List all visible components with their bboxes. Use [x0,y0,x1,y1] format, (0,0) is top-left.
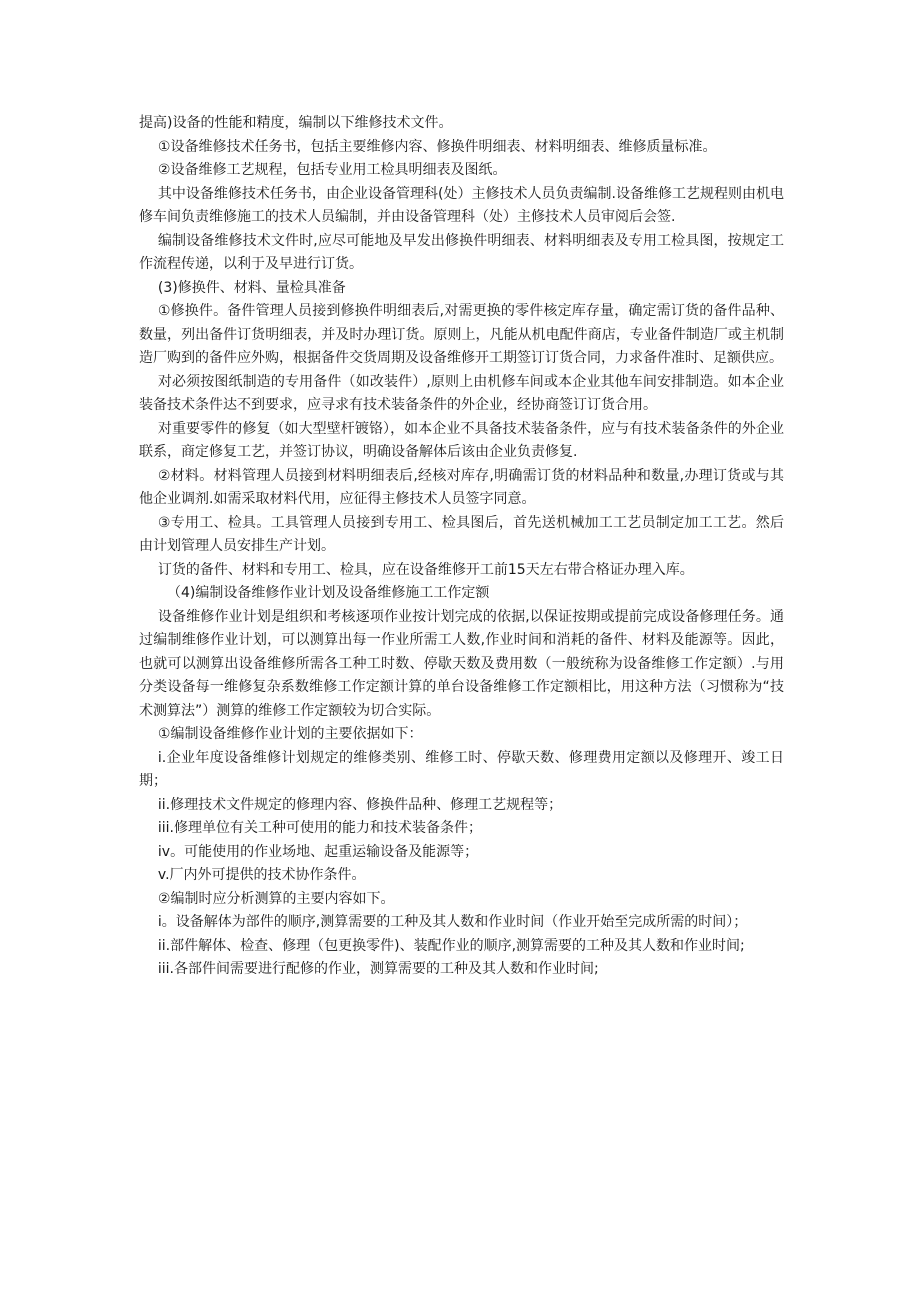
list-item: i。设备解体为部件的顺序,测算需要的工种及其人数和作业时间（作业开始至完成所需的时间）； [157,914,748,930]
section-heading: (3)修换件、材料、量检具准备 [157,279,346,296]
list-item: iii.修理单位有关工种可使用的能力和技术装备条件； [157,820,483,836]
paragraph: ①设备维修技术任务书，包括主要维修内容、修换件明细表、材料明细表、维修质量标准。 [157,138,717,155]
paragraph: 对必须按图纸制造的专用备件（如改装件）,原则上由机修车间或本企业其他车间安排制造。如本企业装备技术条件达不到要求，应寻求有技术装备条件的外企业，经协商签订订货合用。 [139,373,784,413]
paragraph: ①编制设备维修作业计划的主要依据如下： [157,726,423,742]
list-item: ii.修理技术文件规定的修理内容、修换件品种、修理工艺规程等； [157,796,563,813]
list-item: v.厂内外可提供的技术协作条件。 [157,867,366,883]
list-item: iv。可能使用的作业场地、起重运输设备及能源等； [157,843,479,860]
paragraph: ②设备维修工艺规程，包括专业用工检具明细表及图纸。 [157,162,507,178]
paragraph: 编制设备维修技术文件时,应尽可能地及早发出修换件明细表、材料明细表及专用工检具图，按规定工作流程传递，以利于及早进行订货。 [139,232,784,272]
paragraph: ①修换件。备件管理人员接到修换件明细表后,对需更换的零件核定库存量，确定需订货的备件品种、数量，列出备件订货明细表，并及时办理订货。原则上，凡能从机电配件商店，专业备件制造厂或主机制造厂购到的备件应外购，根据备件交货周期及设备维修开工期签订订货合同，力求备件准时、足额供应。 [139,303,784,366]
paragraph: ③专用工、检具。工具管理人员接到专用工、检具图后，首先送机械加工工艺员制定加工工艺。然后由计划管理人员安排生产计划。 [139,514,784,554]
list-item: i.企业年度设备维修计划规定的维修类别、维修工时、停歇天数、修理费用定额以及修理开、竣工日期； [139,749,784,789]
paragraph: 设备维修作业计划是组织和考核逐项作业按计划完成的依据,以保证按期或提前完成设备修理任务。通过编制维修作业计划，可以测算出每一作业所需工人数,作业时间和消耗的备件、材料及能源等。因此，也就可以测算出设备维修所需各工种工时数、停歇天数及费用数（一般统称为设备维修工作定额）.与用分类设备每一维修复杂系数维修工作定额计算的单台设备维修工作定额相比，用这种方法（习惯称为“技术测算法”）测算的维修工作定额较为切合实际。 [139,608,784,719]
list-item: iii.各部件间需要进行配修的作业，测算需要的工种及其人数和作业时间; [157,961,599,977]
section-heading: （4)编制设备维修作业计划及设备维修施工工作定额 [167,585,490,601]
paragraph: 订货的备件、材料和专用工、检具，应在设备维修开工前15天左右带合格证办理入库。 [157,561,694,578]
paragraph: 对重要零件的修复（如大型壁杆镀铬），如本企业不具备技术装备条件，应与有技术装备条件的外企业联系，商定修复工艺，并签订协议，明确设备解体后该由企业负责修复. [139,420,784,460]
document-body [139,112,784,982]
paragraph: 提高)设备的性能和精度，编制以下维修技术文件。 [139,115,453,131]
list-item: ii.部件解体、检查、修理（包更换零件)、装配作业的顺序,测算需要的工种及其人数和作业时间; [157,937,745,954]
paragraph: 其中设备维修技术任务书，由企业设备管理科(处）主修技术人员负责编制.设备维修工艺规程则由机电修车间负责维修施工的技术人员编制，并由设备管理科（处）主修技术人员审阅后会签. [139,185,784,225]
paragraph: ②材料。材料管理人员接到材料明细表后,经核对库存,明确需订货的材料品种和数量,办理订货或与其他企业调剂.如需采取材料代用，应征得主修技术人员签字同意。 [139,467,784,507]
paragraph: ②编制时应分析测算的主要内容如下。 [157,890,395,907]
